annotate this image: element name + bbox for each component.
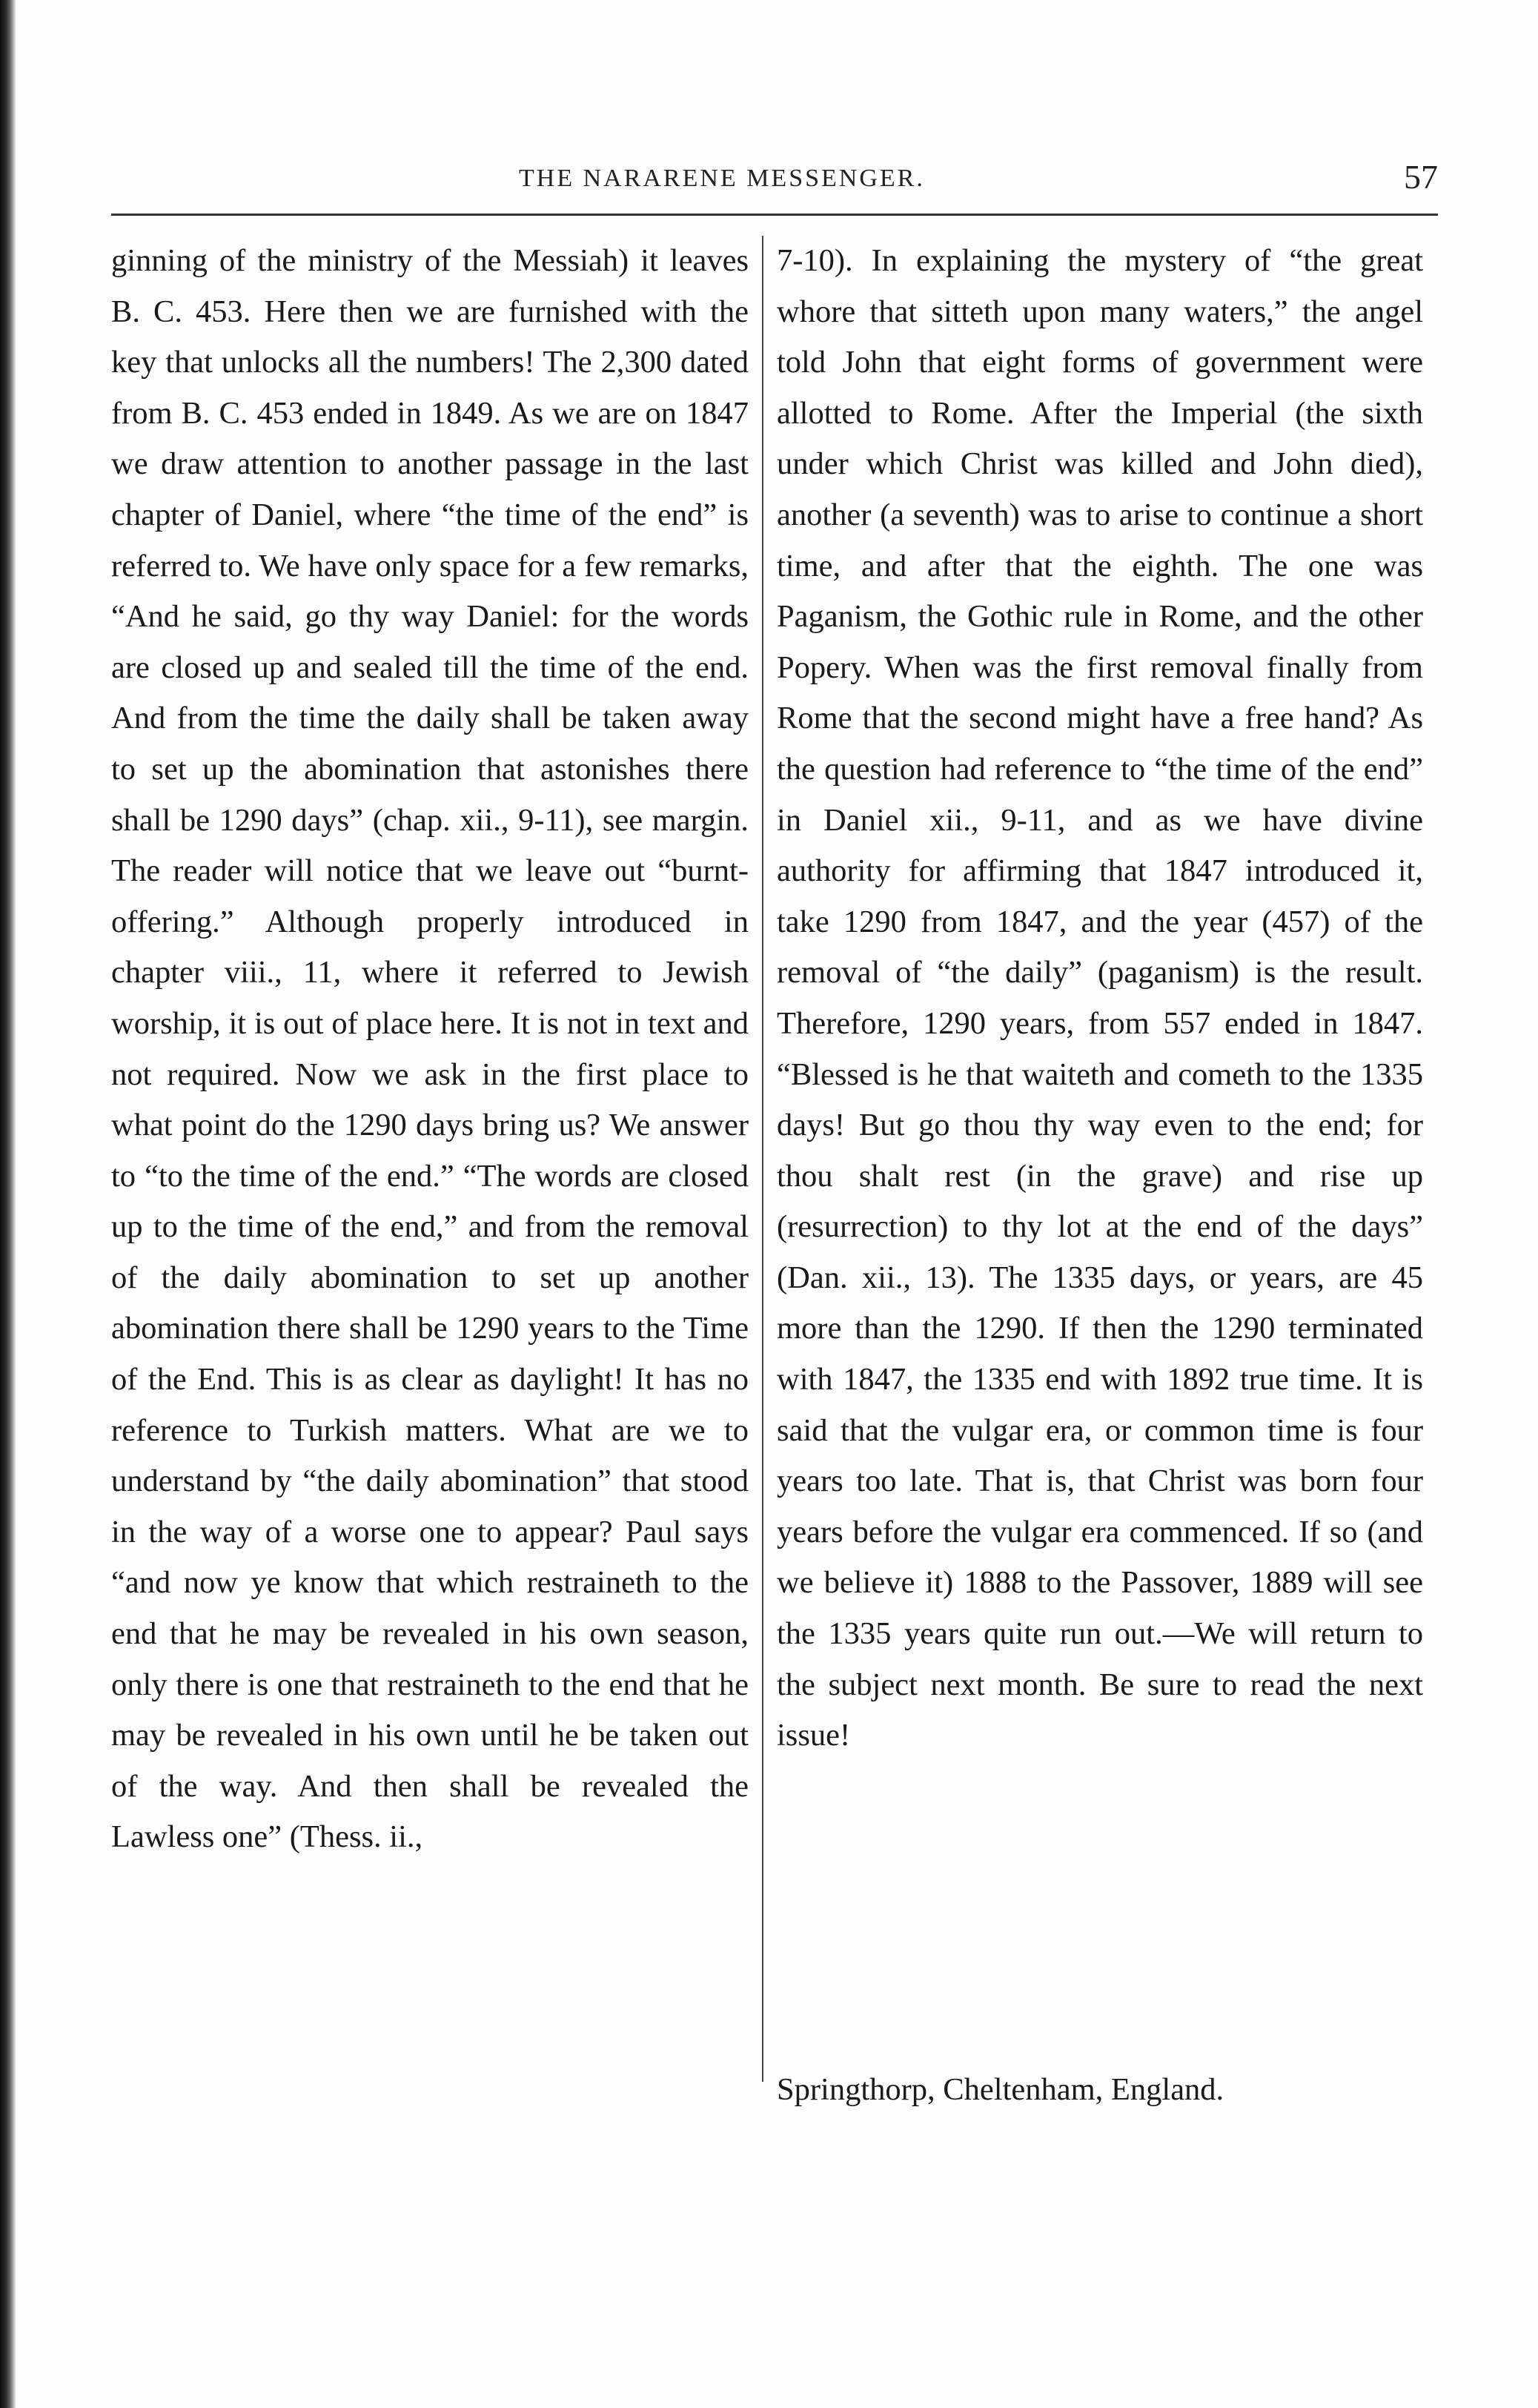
signature-line: Springthorp, Cheltenham, England. xyxy=(777,2072,1224,2107)
binding-edge xyxy=(0,0,16,2408)
right-column xyxy=(777,236,1423,1762)
running-title: THE NARARENE MESSENGER. xyxy=(519,165,925,192)
left-column-text: ginning of the ministry of the Messiah) it leaves B. C. 453. Here then we are furnished with the key that unlocks all the numbers! The 2,300 dated from B. C. 453 ended in 1849. As we are on 1847 we draw attention to another passage in the last chapter of Daniel, where “the time of the end” is referred to. We have only space for a few remarks, “And he said, go thy way Daniel: for the words are closed up and sealed till the time of the end. And from the time the daily shall be taken away to set up the abomination that astonishes there shall be 1290 days” (chap. xii., 9-11), see margin. The reader will notice that we leave out “burnt-offering.” Although properly introduced in chapter viii., 11, where it referred to Jewish worship, it is out of place here. It is not in text and not required. Now we ask in the first place to what point do the 1290 days bring us? We answer to “to the time of the end.” “The words are closed up to the time of the end,” and from the removal of the daily abomination to set up another abomination there shall be 1290 years to the Time of the End. This is as clear as daylight! It has no reference to Turkish matters. What are we to understand by “the daily abomination” that stood in the way of a worse one to appear? Paul says “and now ye know that which restraineth to the end that he may be revealed in his own season, only there is one that restraineth to the end that he may be revealed in his own until he be taken out of the way. And then shall be revealed the Lawless one” (Thess. ii., xyxy=(111,243,749,1855)
page-number: 57 xyxy=(1404,158,1438,196)
header-rule xyxy=(111,214,1438,216)
column-divider xyxy=(762,236,763,2082)
left-column xyxy=(111,236,749,1863)
page-header xyxy=(111,158,1438,209)
right-column-text: 7-10). In explaining the mystery of “the great whore that sitteth upon many waters,” the angel told John that eight forms of government were allotted to Rome. After the Imperial (the sixth under which Christ was killed and John died), another (a seventh) was to arise to continue a short time, and after that the eighth. The one was Paganism, the Gothic rule in Rome, and the other Popery. When was the first removal finally from Rome that the second might have a free hand? As the question had reference to “the time of the end” in Daniel xii., 9-11, and as we have divine authority for affirming that 1847 introduced it, take 1290 from 1847, and the year (457) of the removal of “the daily” (paganism) is the result. Therefore, 1290 years, from 557 ended in 1847. “Blessed is he that waiteth and cometh to the 1335 days! But go thou thy way even to the end; for thou shalt rest (in the grave) and rise up (resurrection) to thy lot at the end of the days” (Dan. xii., 13). The 1335 days, or years, are 45 more than the 1290. If then the 1290 terminated with 1847, the 1335 end with 1892 true time. It is said that the vulgar era, or common time is four years too late. That is, that Christ was born four years before the vulgar era commenced. If so (and we believe it) 1888 to the Passover, 1889 will see the 1335 years quite run out.—We will return to the subject next month. Be sure to read the next issue! xyxy=(777,243,1423,1753)
